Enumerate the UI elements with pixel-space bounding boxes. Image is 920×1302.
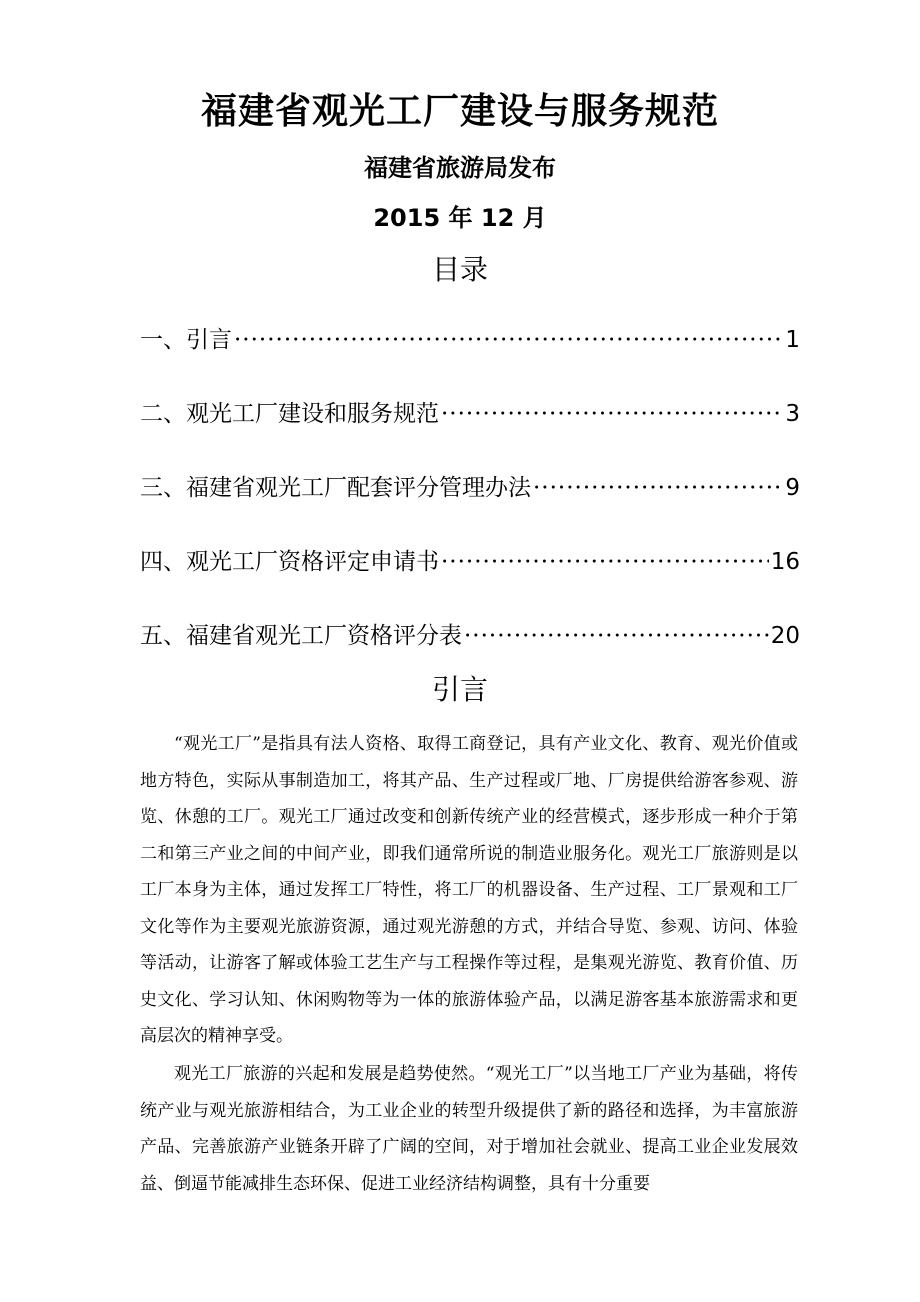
toc-item[interactable]: [140, 466, 800, 540]
toc-dot-leader: [441, 540, 769, 584]
toc-dot-leader: [234, 318, 783, 362]
toc-item[interactable]: [140, 318, 800, 392]
document-publisher: 福建省旅游局发布: [364, 154, 556, 182]
intro-paragraph: 观光工厂旅游的兴起和发展是趋势使然。“观光工厂”以当地工厂产业为基础，将传统产业与观光旅游相结合，为工业企业的转型升级提供了新的路径和选择，为丰富旅游产品、完善旅游产业链条开辟了广阔的空间，对于增加社会就业、提高工业企业发展效益、倒逼节能减排生态环保、促进工业经济结构调整，具有十分重要: [140, 1064, 798, 1194]
toc-item-label: 三、福建省观光工厂配套评分管理办法: [140, 475, 531, 501]
toc-item-page: 20: [770, 623, 800, 649]
document-title: 福建省观光工厂建设与服务规范: [200, 91, 719, 132]
toc-item[interactable]: [140, 392, 800, 466]
toc-item-label: 四、观光工厂资格评定申请书: [140, 549, 439, 575]
toc-dot-leader: [441, 392, 783, 436]
toc-dot-leader: [464, 614, 769, 658]
toc-item-page: 1: [785, 327, 800, 353]
table-of-contents: [140, 318, 800, 688]
intro-heading: 引言: [431, 673, 488, 706]
toc-dot-leader: [533, 466, 783, 510]
toc-item-page: 3: [785, 401, 800, 427]
toc-item-page: 16: [770, 549, 800, 575]
toc-item-page: 9: [785, 475, 800, 501]
toc-item[interactable]: [140, 540, 800, 614]
document-date: 2015 年 12 月: [373, 204, 547, 232]
toc-item-label: 五、福建省观光工厂资格评分表: [140, 623, 462, 649]
intro-paragraph: “观光工厂”是指具有法人资格、取得工商登记，具有产业文化、教育、观光价值或地方特色，实际从事制造加工，将其产品、生产过程或厂地、厂房提供给游客参观、游览、休憩的工厂。观光工厂通过改变和创新传统产业的经营模式，逐步形成一种介于第二和第三产业之间的中间产业，即我们通常所说的制造业服务化。观光工厂旅游则是以工厂本身为主体，通过发挥工厂特性，将工厂的机器设备、生产过程、工厂景观和工厂文化等作为主要观光旅游资源，通过观光游憩的方式，并结合导览、参观、访问、体验等活动，让游客了解或体验工艺生产与工程操作等过程，是集观光游览、教育价值、历史文化、学习认知、休闲购物等为一体的旅游体验产品，以满足游客基本旅游需求和更高层次的精神享受。: [140, 734, 798, 1046]
toc-heading: 目录: [431, 253, 488, 286]
toc-item-label: 一、引言: [140, 327, 232, 353]
toc-item-label: 二、观光工厂建设和服务规范: [140, 401, 439, 427]
